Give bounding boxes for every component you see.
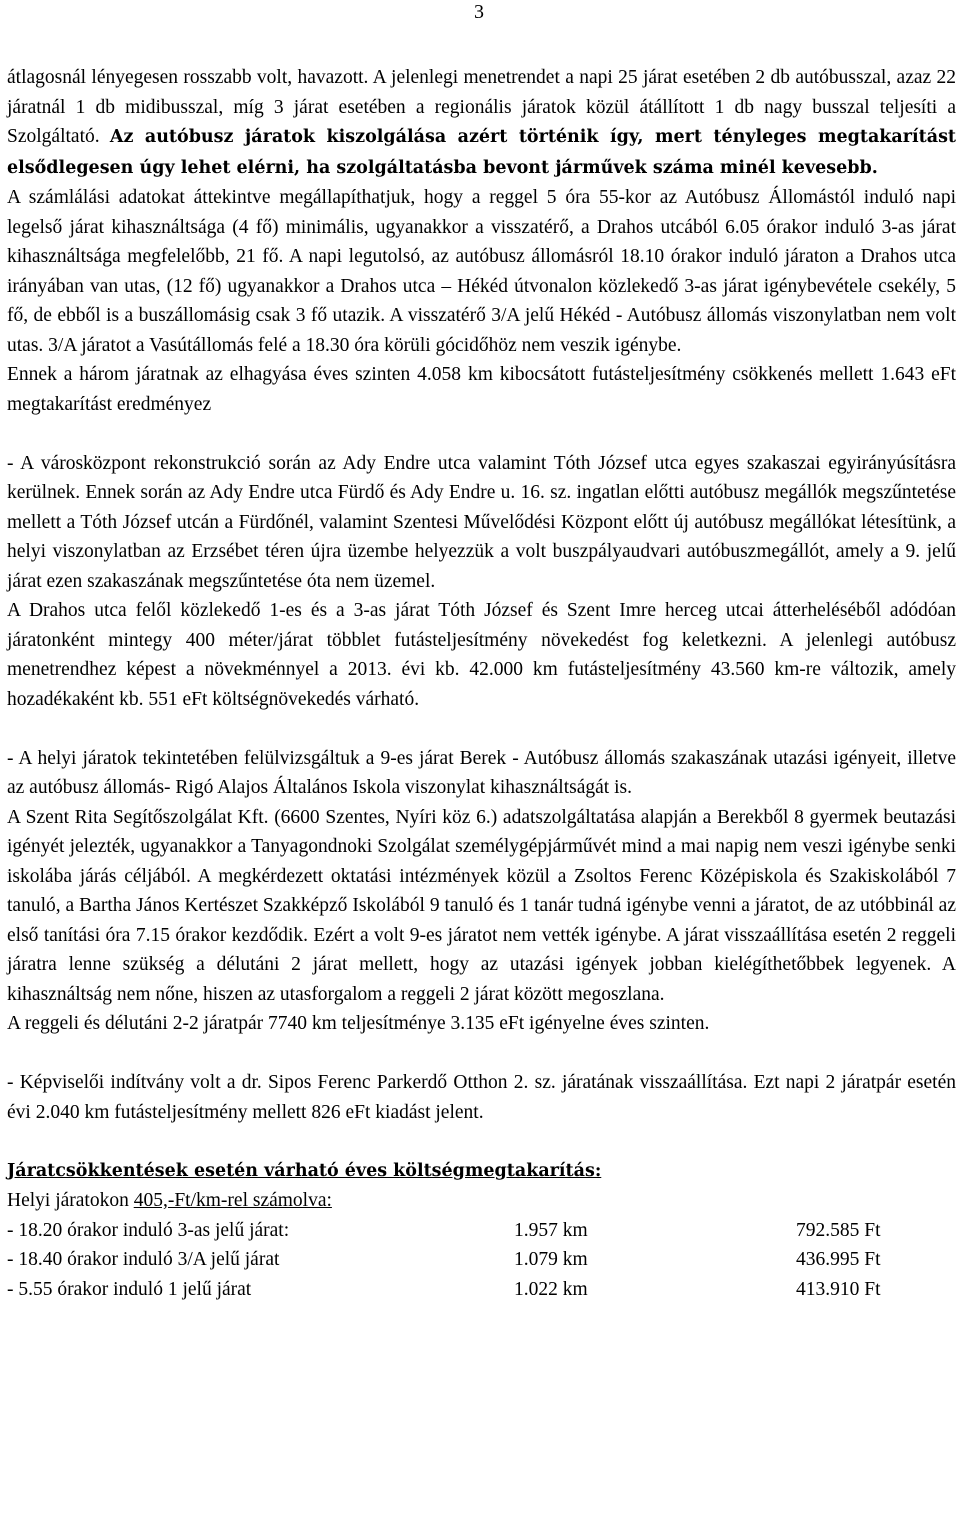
page-number: 3 xyxy=(474,1,484,23)
document-body xyxy=(7,63,956,1304)
route-cost: 792.585 Ft xyxy=(796,1219,881,1241)
paragraph-1-text: átlagosnál lényegesen rosszabb volt, havazott. A jelenlegi menetrendet a napi 25 járat esetében 2 db autóbusszal, azaz 22 járatnál 1 db midibusszal, míg 3 járat esetében a regionális járatok közül átállított 1 db nagy busszal teljesíti a Szolgáltató. xyxy=(7,67,956,147)
savings-row xyxy=(7,1245,956,1275)
spacer xyxy=(7,714,956,744)
paragraph-1 xyxy=(7,63,956,183)
paragraph-7: A Szent Rita Segítőszolgálat Kft. (6600 Szentes, Nyíri köz 6.) adatszolgáltatása alapján a Berekből 8 gyermek beutazási igényét jelezték, ugyanakkor a Tanyagondnoki Szolgálat személygépjárművét mind a mai napig nem veszi igénybe senki iskolába járás céljából. A megkérdezett oktatási intézmények közül a Zsoltos Ferenc Középiskola és Szakiskolából 7 tanuló, a Bartha János Kertészet Szakképző Iskolából 9 tanuló és 1 tanár tudná igénybe venni a járatot, de az utóbbinál az első tanítási óra 7.15 órakor kezdődik. Ezért a volt 9-es járatot nem vették igénybe. A járat visszaállítása esetén 2 reggeli járatra lenne szükség a délutáni 2 járat mellett, hogy az utazási igények jobban kielégíthetőbbek legyenek. A kihasználtság nem nőne, hiszen az utasforgalom a reggeli 2 járat között megoszlana. xyxy=(7,806,956,1005)
local-routes-line xyxy=(7,1186,956,1216)
local-routes-label: Helyi járatokon xyxy=(7,1190,134,1211)
paragraph-6: - A helyi járatok tekintetében felülvizsgáltuk a 9-es járat Berek - Autóbusz állomás szakaszának utazási igényeit, illetve az autóbusz állomás- Rigó Alajos Általános Iskola viszonylat kihasználtságát is. xyxy=(7,747,956,798)
route-label: - 18.20 órakor induló 3-as jelű járat: xyxy=(7,1219,290,1241)
savings-heading: Járatcsökkentések esetén várható éves költségmegtakarítás: xyxy=(7,1160,602,1181)
paragraph-9: - Képviselői indítvány volt a dr. Sipos Ferenc Parkerdő Otthon 2. sz. járatának visszaállítása. Ezt napi 2 járatpár esetén évi 2.040 km futásteljesítmény mellett 826 eFt kiadást jelent. xyxy=(7,1072,956,1123)
savings-row xyxy=(7,1216,956,1246)
route-km: 1.079 km xyxy=(514,1249,588,1270)
paragraph-8: A reggeli és délutáni 2-2 járatpár 7740 km teljesítménye 3.135 eFt igényelne éves szinten. xyxy=(7,1013,710,1034)
route-cost: 436.995 Ft xyxy=(796,1249,881,1270)
rate-note: 405,-Ft/km-rel számolva: xyxy=(133,1190,332,1211)
spacer xyxy=(7,1127,956,1157)
route-label: - 18.40 órakor induló 3/A jelű járat xyxy=(7,1249,280,1270)
paragraph-3: Ennek a három járatnak az elhagyása éves szinten 4.058 km kibocsátott futásteljesítmény csökkenés mellett 1.643 eFt megtakarítást eredményez xyxy=(7,364,956,415)
savings-row xyxy=(7,1275,956,1305)
route-km: 1.957 km xyxy=(514,1219,588,1241)
paragraph-4: - A városközpont rekonstrukció során az Ady Endre utca valamint Tóth József utca egyes szakaszai egyirányúsításra kerülnek. Ennek során az Ady Endre utca Fürdő és Ady Endre u. 16. sz. ingatlan előtti autóbusz megállók megszűntetése mellett a Tóth József utcán a Fürdőnél, valamint Szentesi Művelődési Központ előtt új autóbusz megállókat létesítünk, a helyi viszonylatban az Erzsébet téren újra üzembe helyezzük a volt buszpályaudvari autóbuszmegállót, amely a 9. jelű járat ezen szakaszának megszűntetése óta nem üzemel. xyxy=(7,452,956,592)
route-km: 1.022 km xyxy=(514,1278,588,1300)
paragraph-1-bold: Az autóbusz járatok kiszolgálása azért történik így, mert tényleges megtakarítást elsődlegesen úgy lehet elérni, ha szolgáltatásba bevont járművek száma minél kevesebb. xyxy=(7,127,956,178)
spacer xyxy=(7,419,956,449)
route-cost: 413.910 Ft xyxy=(796,1278,881,1300)
paragraph-2: A számlálási adatokat áttekintve megállapíthatjuk, hogy a reggel 5 óra 55-kor az Autóbusz Állomástól induló napi legelső járat kihasználtsága (4 fő) minimális, ugyanakkor a visszatérő, a Drahos utcából 6.05 órakor induló 3-as járat kihasználtsága megfelelőbb, 21 fő. A napi legutolsó, az autóbusz állomásról 18.10 órakor induló járaton a Drahos utca irányában van utas, (12 fő) ugyanakkor a Drahos utca – Hékéd útvonalon közlekedő 3-as járat igénybevétele csekély, 5 fő, de ebből is a buszállomásig csak 3 fő utazik. A visszatérő 3/A jelű Hékéd - Autóbusz állomás viszonylatban nem volt utas. 3/A járatot a Vasútállomás felé a 18.30 óra körüli gócidőhöz nem veszik igénybe. xyxy=(7,187,956,356)
paragraph-5: A Drahos utca felől közlekedő 1-es és a 3-as járat Tóth József és Szent Imre herceg utcai átterheléséből adódóan járatonként mintegy 400 méter/járat többlet futásteljesítmény növekedést fog keletkezni. A jelenlegi autóbusz menetrendhez képest a növekménnyel a 2013. évi kb. 42.000 km futásteljesítmény 43.560 km-re változik, amely hozadékaként kb. 551 eFt költségnövekedés várható. xyxy=(7,600,956,710)
spacer xyxy=(7,1039,956,1069)
route-label: - 5.55 órakor induló 1 jelű járat xyxy=(7,1278,252,1300)
